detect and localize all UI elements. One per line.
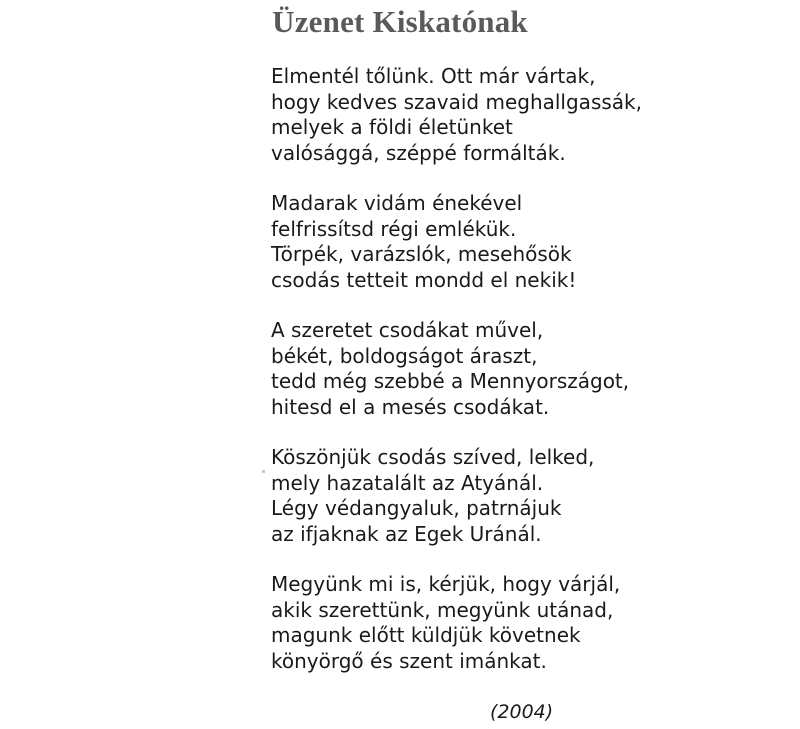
poem-line: A szeretet csodákat művel,: [271, 318, 544, 342]
poem-line: békét, boldogságot áraszt,: [271, 343, 538, 368]
poem-line: akik szerettünk, megyünk utánad,: [271, 597, 614, 622]
stanza-2: [271, 191, 791, 293]
poem-line: Madarak vidám énekével: [271, 191, 523, 215]
poem-line: hitesd el a mesés csodákat.: [271, 394, 550, 419]
poem-line: felfrissítsd régi emlékük.: [271, 216, 517, 241]
poem-line: Légy védangyaluk, patrnájuk: [271, 496, 562, 520]
poem-line: hogy kedves szavaid meghallgassák,: [271, 89, 642, 114]
poem-line: könyörgő és szent imánkat.: [271, 648, 547, 673]
stanza-1: [271, 64, 791, 166]
poem-line: Köszönjük csodás szíved, lelked,: [271, 445, 595, 469]
poem-line: Törpék, varázslók, mesehősök: [271, 242, 572, 266]
poem-line: mely hazatalált az Atyánál.: [271, 470, 544, 495]
poem-line: magunk előtt küldjük követnek: [271, 623, 581, 647]
poem-line: Elmentél tőlünk. Ott már vártak,: [271, 64, 596, 88]
poem-line: az ifjaknak az Egek Uránál.: [271, 521, 542, 546]
poem-line: tedd még szebbé a Mennyországot,: [271, 369, 630, 393]
poem-title: Üzenet Kiskatónak: [272, 4, 528, 39]
poem-line: csodás tetteit mondd el nekik!: [271, 267, 577, 292]
scan-speck: [262, 470, 265, 473]
stanza-3: [271, 318, 791, 420]
stanza-5: [271, 572, 791, 674]
poem-line: valósággá, széppé formálták.: [271, 140, 566, 165]
stanza-4: [271, 445, 791, 547]
poem-line: Megyünk mi is, kérjük, hogy várjál,: [271, 572, 621, 596]
poem-line: melyek a földi életünket: [271, 115, 513, 139]
poem-body: [271, 64, 791, 699]
poem-year: (2004): [490, 701, 554, 723]
